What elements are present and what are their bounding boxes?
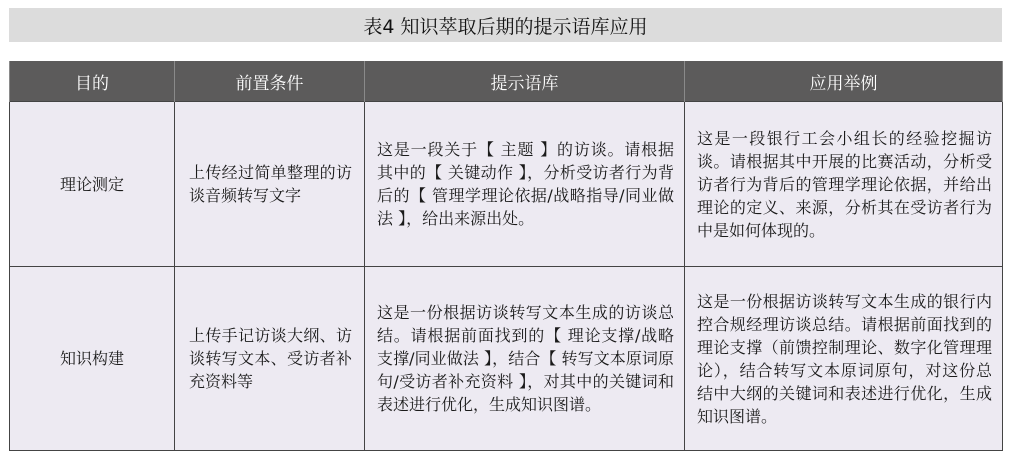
header-goal: 目的 xyxy=(10,61,175,102)
cell-condition: 上传手记访谈大纲、访谈转写文本、受访者补充资料等 xyxy=(175,267,365,451)
header-condition: 前置条件 xyxy=(175,61,365,102)
prompt-library-table xyxy=(9,61,1002,451)
header-example: 应用举例 xyxy=(685,61,1003,102)
table-row xyxy=(10,102,1003,267)
data-table xyxy=(9,61,1003,451)
cell-condition: 上传经过简单整理的访谈音频转写文字 xyxy=(175,102,365,267)
cell-goal: 理论测定 xyxy=(10,102,175,267)
cell-prompt: 这是一段关于【 主题 】的访谈。请根据其中的【 关键动作 】，分析受访者行为背后的【 管理学理论依据/战略指导/同业做法 】，给出来源出处。 xyxy=(365,102,685,267)
table-row xyxy=(10,267,1003,451)
cell-goal: 知识构建 xyxy=(10,267,175,451)
cell-example: 这是一份根据访谈转写文本生成的银行内控合规经理访谈总结。请根据前面找到的理论支撑（前馈控制理论、数字化管理理论），结合转写文本原词原句，对这份总结中大纲的关键词和表述进行优化，生成知识图谱。 xyxy=(685,267,1003,451)
table-title: 表4 知识萃取后期的提示语库应用 xyxy=(9,8,1002,42)
header-prompt: 提示语库 xyxy=(365,61,685,102)
header-row xyxy=(10,61,1003,102)
cell-example: 这是一段银行工会小组长的经验挖掘访谈。请根据其中开展的比赛活动，分析受访者行为背后的管理学理论依据，并给出理论的定义、来源，分析其在受访者行为中是如何体现的。 xyxy=(685,102,1003,267)
cell-prompt: 这是一份根据访谈转写文本生成的访谈总结。请根据前面找到的【 理论支撑/战略支撑/同业做法 】，结合【 转写文本原词原句/受访者补充资料 】，对其中的关键词和表述进行优化，生成知识图谱。 xyxy=(365,267,685,451)
